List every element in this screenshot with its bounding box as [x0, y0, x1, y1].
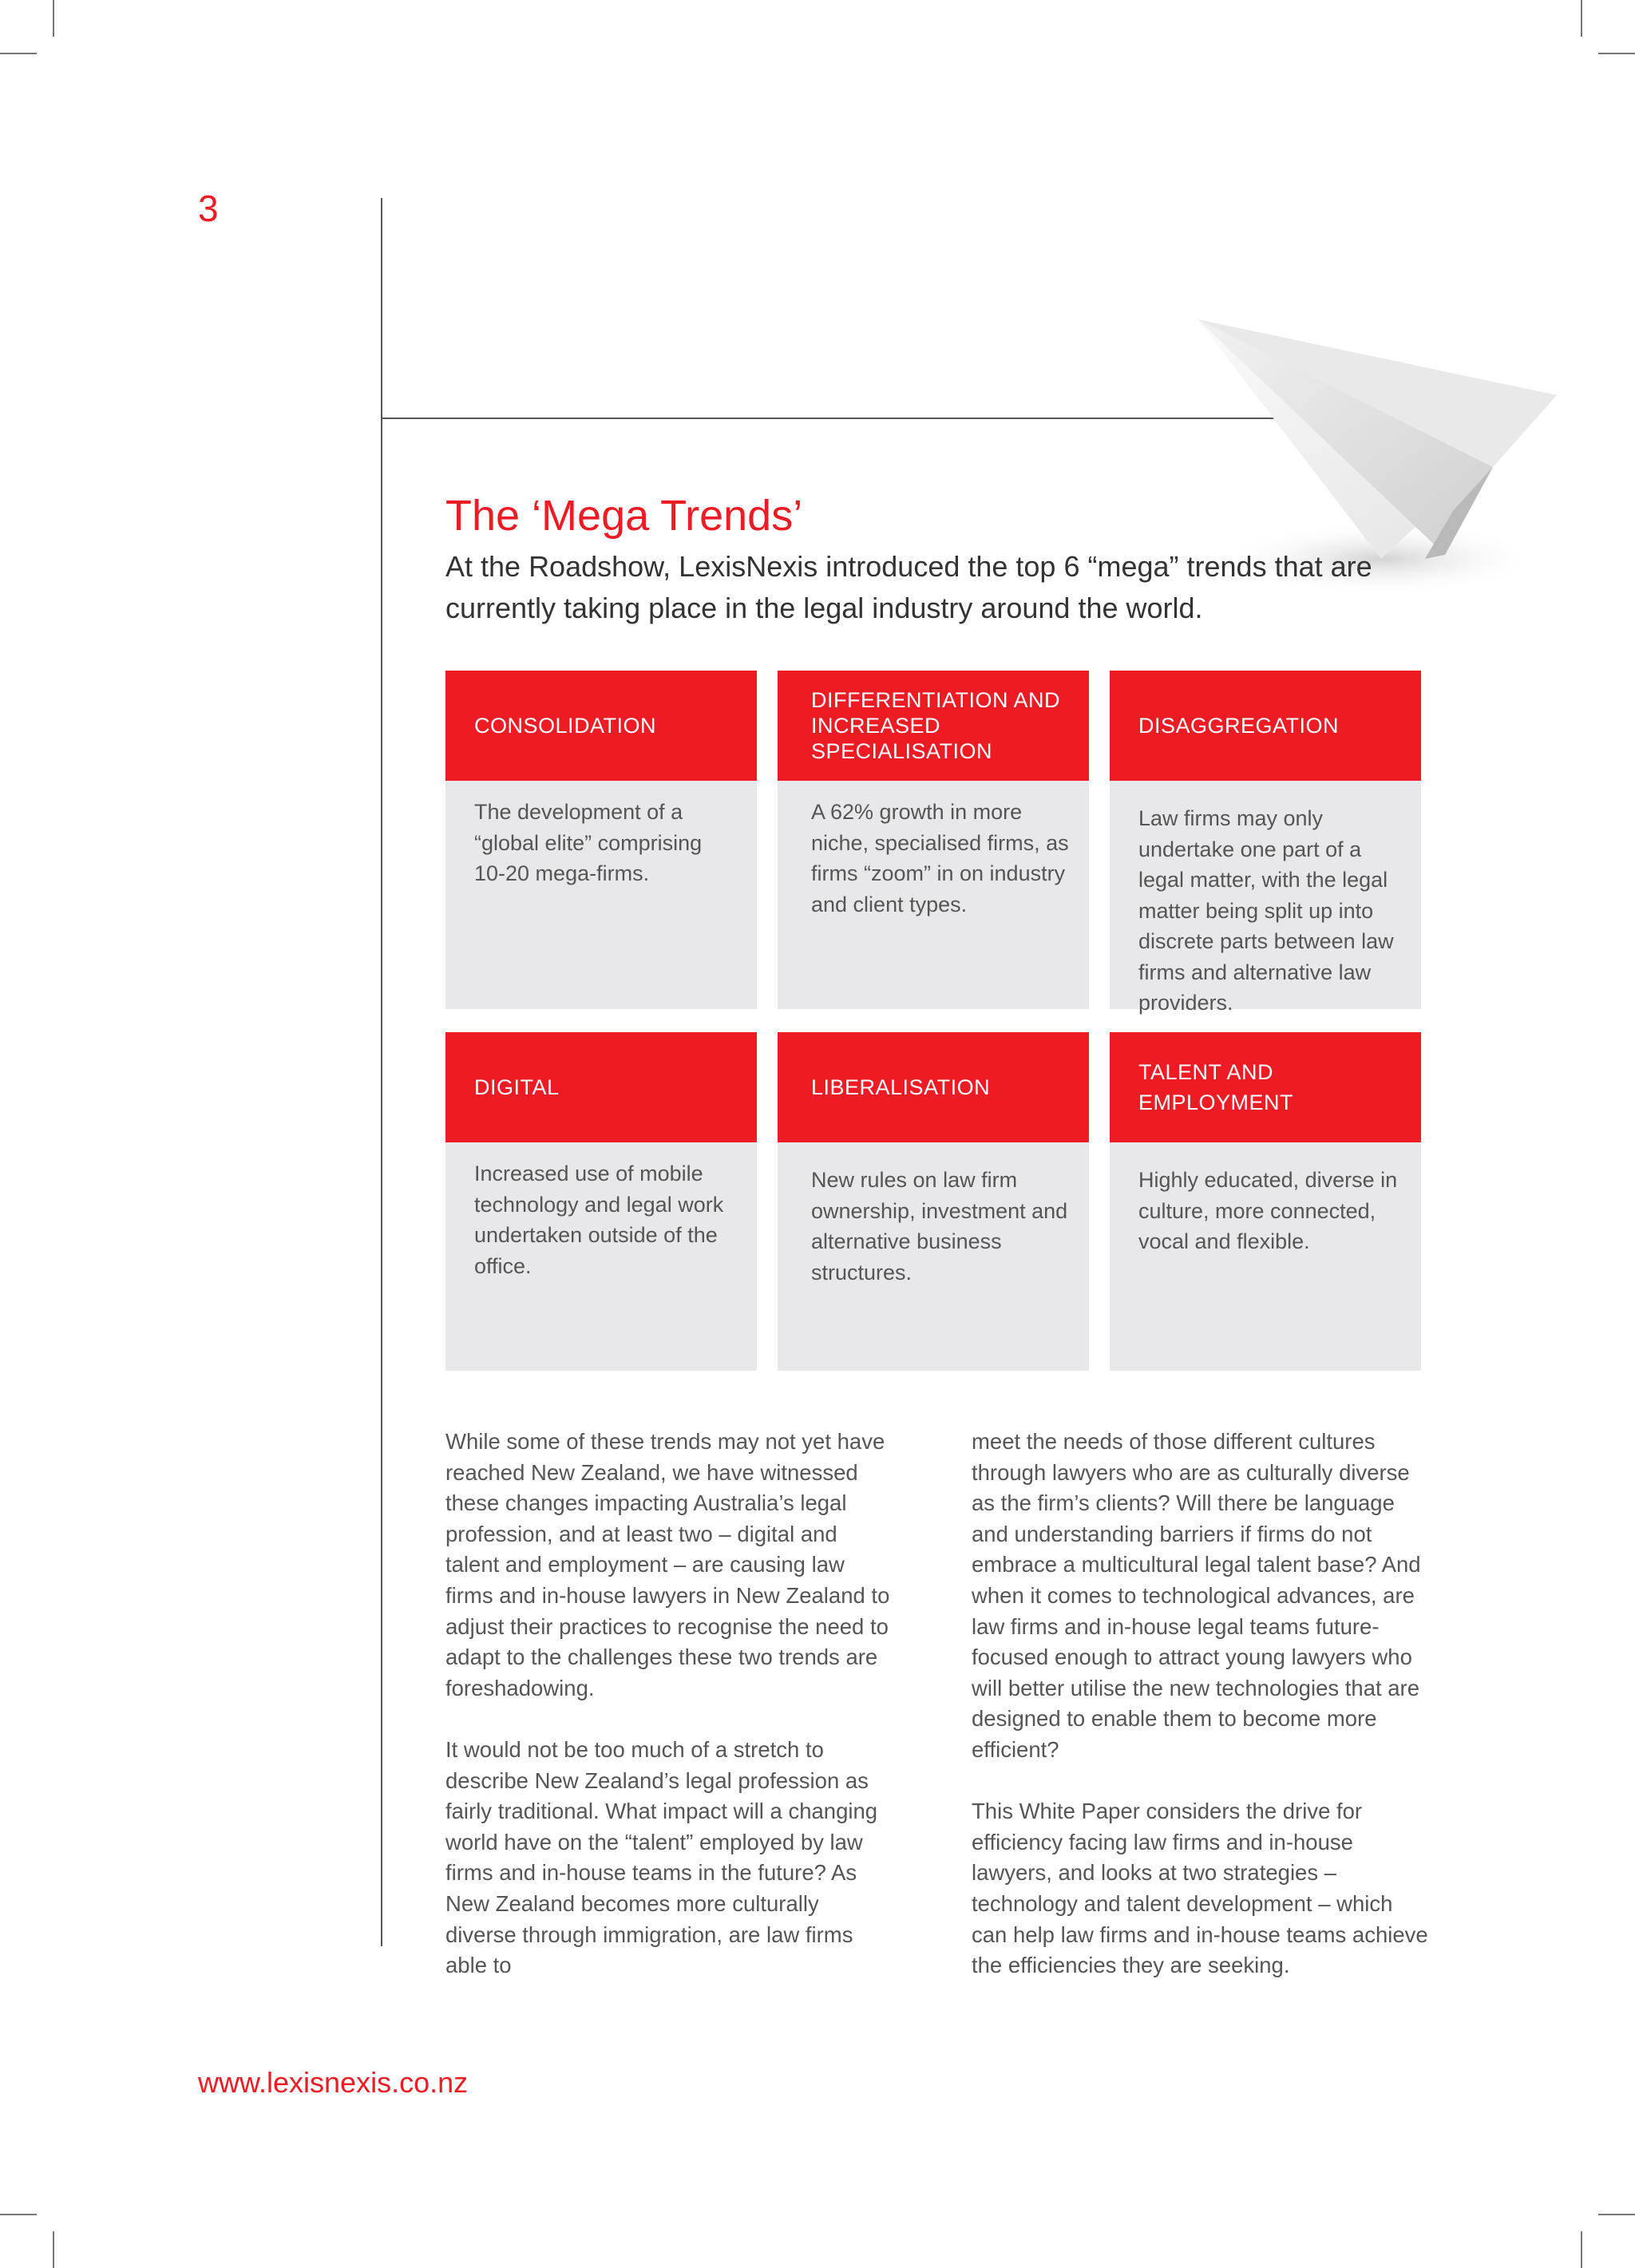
trend-heading: DISAGGREGATION: [1110, 671, 1421, 781]
body-paragraph: meet the needs of those different cultures through lawyers who are as culturally diverse as the firm’s clients? Will there be language and understanding barriers if firms do not embrace a multicultural legal talent base? And when it comes to technological advances, are law firms and in-house legal teams future-focused enough to attract young lawyers who will better utilise the new technologies that are designed to enable them to become more efficient?: [972, 1429, 1421, 1762]
trend-heading: DIFFERENTIATION AND INCREASED SPECIALISATION: [778, 671, 1089, 781]
trend-description: Increased use of mobile technology and legal work undertaken outside of the office.: [474, 1162, 724, 1278]
trend-card-differentiation: [778, 671, 1089, 1009]
horizontal-divider: [381, 418, 1291, 419]
trend-heading: CONSOLIDATION: [445, 671, 757, 781]
body-column-left: [445, 1427, 893, 2012]
crop-mark: [1598, 53, 1635, 54]
vertical-divider: [381, 198, 382, 1946]
trend-card-talent: [1110, 1032, 1421, 1371]
trend-heading: LIBERALISATION: [778, 1032, 1089, 1142]
body-paragraph: While some of these trends may not yet have reached New Zealand, we have witnessed these changes impacting Australia’s legal profession, and at least two – digital and talent and employment – are causing law firms and in-house lawyers in New Zealand to adjust their practices to recognise the need to adapt to the challenges these two trends are foreshadowing.: [445, 1429, 890, 1700]
website-link[interactable]: www.lexisnexis.co.nz: [198, 2066, 469, 2099]
trend-description: Law firms may only undertake one part of a legal matter, with the legal matter being split up into discrete parts between law firms and alternative law providers.: [1138, 806, 1394, 1015]
trend-card-liberalisation: [778, 1032, 1089, 1371]
crop-mark: [0, 2214, 37, 2215]
trend-description: Highly educated, diverse in culture, more connected, vocal and flexible.: [1138, 1168, 1398, 1253]
crop-mark: [1598, 2214, 1635, 2215]
trend-description: A 62% growth in more niche, specialised firms, as firms “zoom” in on industry and client types.: [811, 800, 1069, 916]
crop-mark: [1581, 2231, 1582, 2268]
crop-mark: [53, 2231, 54, 2268]
trend-heading: DIGITAL: [445, 1032, 757, 1142]
page-number: 3: [198, 188, 219, 229]
intro-text: At the Roadshow, LexisNexis introduced the top 6 “mega” trends that are currently taking place in the legal industry around the world.: [445, 550, 1372, 624]
trend-card-digital: [445, 1032, 757, 1371]
crop-mark: [53, 0, 54, 37]
body-column-right: [972, 1427, 1431, 2012]
page-title: The ‘Mega Trends’: [445, 492, 803, 540]
crop-mark: [1581, 0, 1582, 37]
body-paragraph: It would not be too much of a stretch to describe New Zealand’s legal profession as fairly traditional. What impact will a changing world have on the “talent” employed by law firms and in-house teams in the future? As New Zealand becomes more culturally diverse through immigration, are law firms able to: [445, 1736, 878, 1978]
crop-mark: [0, 53, 37, 54]
trend-card-consolidation: [445, 671, 757, 1009]
body-paragraph: This White Paper considers the drive for efficiency facing law firms and in-house lawyers, and looks at two strategies – technology and talent development – which can help law firms and in-house teams achieve the efficiencies they are seeking.: [972, 1799, 1428, 1978]
trend-heading: TALENT AND EMPLOYMENT: [1110, 1032, 1421, 1142]
trend-description: The development of a “global elite” comprising 10-20 mega-firms.: [474, 800, 703, 885]
trend-description: New rules on law firm ownership, investment and alternative business structures.: [811, 1168, 1068, 1284]
trend-card-disaggregation: [1110, 671, 1421, 1015]
